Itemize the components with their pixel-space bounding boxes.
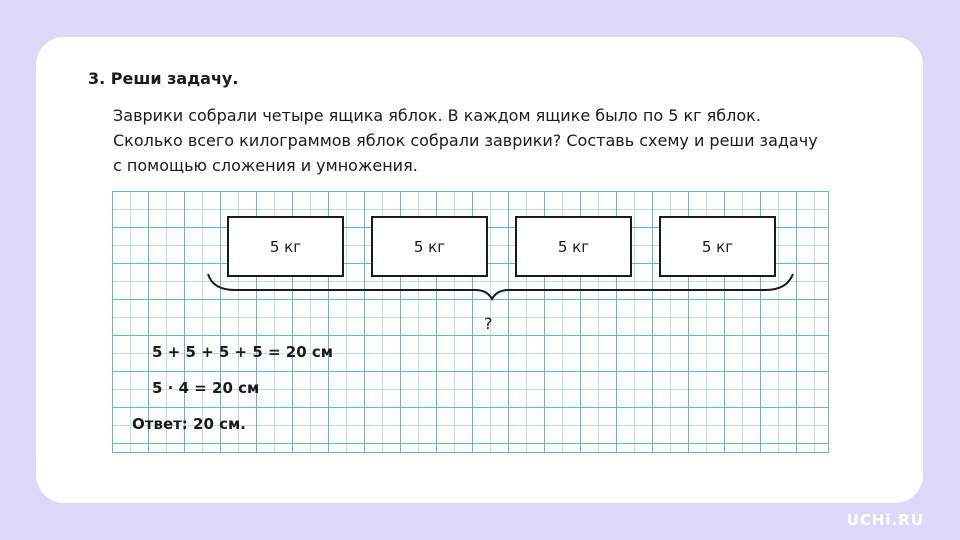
scheme-box-label: 5 кг (701, 237, 734, 256)
solution-addition: 5 + 5 + 5 + 5 = 20 см (152, 343, 334, 361)
task-text-line: Сколько всего килограммов яблок собрали заврики? Составь схему и реши задачу (113, 131, 818, 150)
curly-brace-icon (205, 270, 797, 306)
scheme-box-label: 5 кг (413, 237, 446, 256)
task-title: 3. Реши задачу. (88, 69, 239, 88)
scheme-box-3 (515, 216, 632, 277)
uchi-logo: UCHi.RU (846, 511, 924, 529)
total-question-mark: ? (484, 314, 493, 333)
task-text-line: с помощью сложения и умножения. (113, 156, 418, 175)
scheme-box-2 (371, 216, 488, 277)
task-text (113, 103, 873, 178)
task-text-line: Заврики собрали четыре ящика яблок. В каждом ящике было по 5 кг яблок. (113, 106, 761, 125)
scheme-box-label: 5 кг (557, 237, 590, 256)
solution-multiplication: 5 · 4 = 20 см (152, 379, 260, 397)
solution-answer: Ответ: 20 см. (132, 415, 246, 433)
scheme-box-label: 5 кг (269, 237, 302, 256)
scheme-box-4 (659, 216, 776, 277)
scheme-box-1 (227, 216, 344, 277)
